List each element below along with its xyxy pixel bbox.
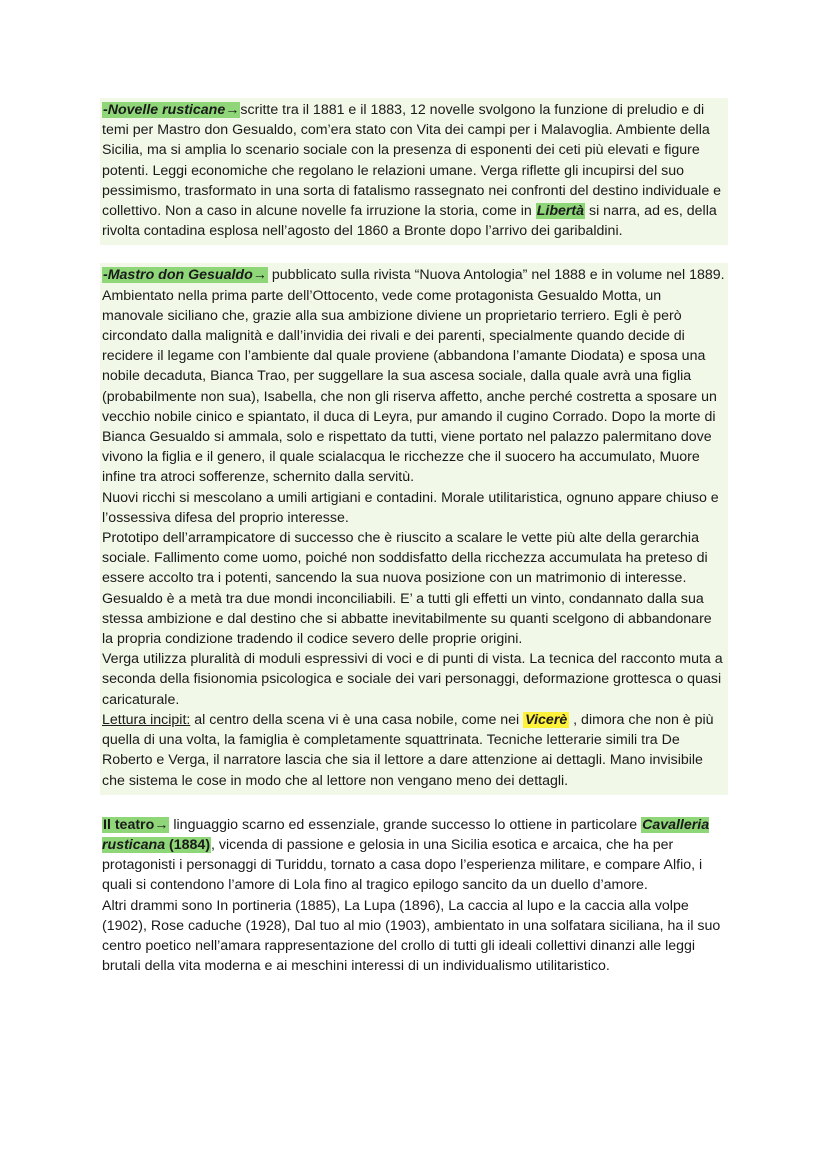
- paragraph: Prototipo dell’arrampicatore di successo che è riuscito a scalare le vette più alte della gerarchia sociale. Fallimento come uomo, poiché non soddisfatto della ricchezza accumulata ha preteso di essere accolto tra i potenti, sancendo la sua nuova posizione con un matrimonio di interesse. Gesualdo è a metà tra due mondi inconciliabili. E’ a tutti gli effetti un vinto, condannato dalla sua stessa ambizione e dal destino che si abbatte inevitabilmente su quanti scelgono di abbandonare la propria condizione tradendo il codice severo delle proprie origini.: [102, 530, 712, 648]
- paragraph: Verga utilizza pluralità di moduli espressivi di voci e di punti di vista. La tecnica del racconto muta a seconda della fisionomia psicologica e sociale dei vari personaggi, deformazione grottesca o quasi caricaturale.: [102, 651, 723, 708]
- heading-il-teatro: Il teatro→: [103, 816, 169, 833]
- heading-novelle-rusticane: -Novelle rusticane→: [103, 102, 240, 118]
- paragraph: [102, 710, 726, 791]
- spacer: [100, 795, 728, 813]
- paragraph: Nuovi ricchi si mescolano a umili artigiani e contadini. Morale utilitaristica, ognuno appare chiuso e l’ossessiva difesa del proprio interesse.: [102, 489, 719, 526]
- text: scritte tra il 1881 e il 1883, 12 novelle svolgono la funzione di preludio e di temi per Mastro don Gesualdo, com’era stato con Vita dei campi per i Malavoglia. Ambiente della Sicilia, ma si amplia lo scenario sociale con la presenza di esponenti dei ceti più elevati e figure potenti. Leggi economiche che regolano le relazioni umane. Verga riflette gli incupirsi del suo pessimismo, trasformato in una sorta di fatalismo rassegnato nei confronti del destino individuale e collettivo. Non a caso in alcune novelle fa irruzione la storia, come in: [102, 102, 722, 220]
- text: pubblicato sulla rivista “Nuova Antologia” nel 1888 e in volume nel 1889. Ambientato nella prima parte dell’Ottocento, vede come protagonista Gesualdo Motta, un manovale siciliano che, grazie alla sua ambizione diviene un proprietario terriero. Egli è però circondato dalla malignità e dall’invidia dei rivali e dei parenti, specialmente quando decide di recidere il legame con l’ambiente dal quale proviene (abbandona l’amante Diodata) e sposa una nobile decaduta, Bianca Trao, per suggellare la sua ascesa sociale, dalla quale avrà una figlia (probabilmente non sua), Isabella, che non gli riserva affetto, anche perché costretta a sposare un vecchio nobile cinico e spiantato, il duca di Leyra, pur amando il cugino Corrado. Dopo la morte di Bianca Gesualdo si ammala, solo e rispettato da tutti, viene portato nel palazzo palermitano dove vivono la figlia e il genero, il quale scialacqua le ricchezze che il suocero ha accumulato, Muore infine tra atroci sofferenze, schernito dalla servitù.: [102, 267, 725, 486]
- paragraph: Altri drammi sono In portineria (1885), La Lupa (1896), La caccia al lupo e la caccia alla volpe (1902), Rose caduche (1928), Dal tuo al mio (1903), ambientato in una solfatara siciliana, ha il suo centro poetico nell’amara rappresentazione del crollo di tutti gli ideali collettivi dinanzi alle leggi brutali della vita moderna e ai meschini interessi di un individualismo utilitaristico.: [102, 897, 721, 975]
- text: si narra, ad es, della rivolta contadina esplosa nell’agosto del 1860 a Bronte dopo l’arrivo dei garibaldini.: [102, 203, 717, 240]
- paragraph: [102, 100, 726, 241]
- text: , vicenda di passione e gelosia in una Sicilia esotica e arcaica, che ha per protagonisti i personaggi di Turiddu, tornato a casa dopo l’esperienza militare, e compare Alfio, i quali si contendono l’amore di Lola fino al tragico epilogo sancito da un duello d’amore.: [102, 836, 703, 894]
- section-mastro-don-gesualdo: [100, 263, 728, 794]
- label-lettura-incipit: Lettura incipit:: [102, 711, 191, 728]
- paragraph: [102, 265, 726, 487]
- highlight-vicere: Vicerè: [525, 711, 568, 728]
- paragraph: [102, 815, 726, 896]
- text: , dimora che non è più quella di una volta, la famiglia è completamente squattrinata. Tecniche letterarie simili tra De Roberto e Verga, il narratore lascia che sia il lettore a dare attenzione ai dettagli. Mano invisibile che sistema le cose in modo che al lettore non vengano meno dei dettagli.: [102, 711, 714, 789]
- year: (1884): [165, 836, 211, 853]
- highlight-liberta: Libertà: [536, 203, 585, 220]
- heading-mastro-don-gesualdo: -Mastro don Gesualdo→: [103, 267, 267, 284]
- spacer: [100, 245, 728, 263]
- section-novelle-rusticane: [100, 98, 728, 245]
- document-page: [100, 98, 728, 980]
- title-cavalleria: Cavalleria rusticana: [102, 816, 710, 853]
- text: al centro della scena vi è una casa nobile, come nei: [190, 711, 524, 728]
- text: linguaggio scarno ed essenziale, grande successo lo ottiene in particolare: [169, 816, 642, 833]
- section-il-teatro: [100, 813, 728, 981]
